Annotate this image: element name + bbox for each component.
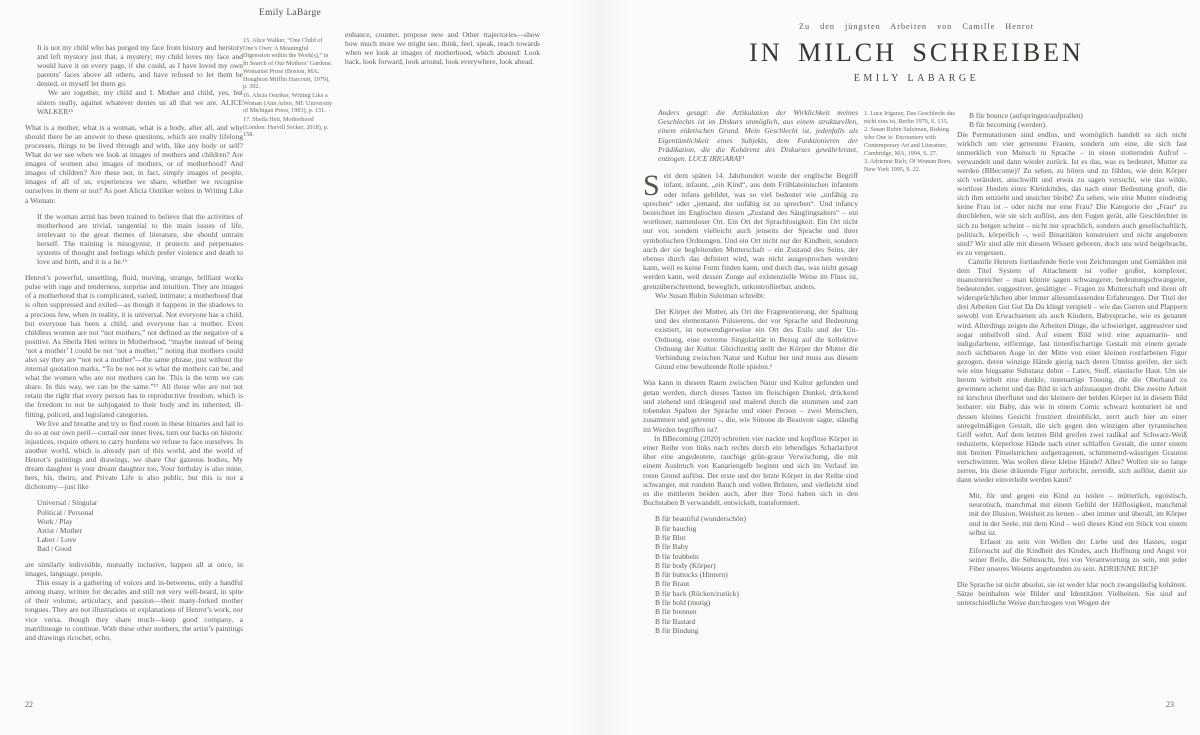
paragraph: Henrot’s powerful, unsettling, fluid, moving, strange, brilliant works pulse with rage and tenderness, surprise and intuition. They are images of a motherhood that is complicated, varied, intimate; a motherhood that is often suppressed and exiled—as though it happens in the shadows to a precious few, when in reality, it is universal. Not everyone has a child, but everyone has been a child, and everyone has a mother. Even childless women are not “not mothers,” not defined as the negative of a positive. As Sheila Heti writes in Motherhood, “maybe instead of being ‘not a mother’ I could be not ‘not a mother,’” noting that mothers could also say they are “not not a mother”—the same phrase, just without the internal quotation marks. “To be not not is what the mothers can be, and what the women who are not mothers can be. This is the term we can share. In this way, we can be the same.”¹⁷ All those who are not not retain the right that every person has to reproductive freedom, which is the freedom to not be subjugated to their body and its inherited, ill-fitting, policed, and legislated categories. xyxy=(25,273,243,419)
blockquote-irigaray xyxy=(658,108,858,163)
list-item: Political / Personal xyxy=(37,507,94,517)
footnote: 15. Alice Walker, “One Child of One’s Own: A Meaningful Digression within the Work(s),” in In Search of Our Mothers’ Gardens: Womanist Prose (Boston, MA: Houghton Mifflin Harcourt, 1979), p. 392. xyxy=(243,37,333,91)
list-item: B für bounce (aufspringen/aufprallen) xyxy=(969,111,1083,120)
footnote: 3. Adrienne Rich, Of Woman Born, New York 1995, S. 22. xyxy=(864,158,952,173)
list-item: B für buttocks (Hintern) xyxy=(655,570,728,580)
blockquote-ostriker xyxy=(37,212,243,267)
paragraph: What is a mother, what is a woman, what is a body, after all, and why should there be an answer to these questions, which are really lifelong processes, things to be lived through and with, like any body or self? What do we see when we look at images of mothers and children? Are images of women also images of mothers, or of motherhood? And images of children? Are these not, in fact, simply images of people, images of all of us, experiences we share, whether we recognise ourselves in them or not? As poet Alicia Ostriker writes in Writing Like a Woman: xyxy=(25,122,243,205)
b-list-continued xyxy=(969,111,1187,130)
quote-paragraph: Anders gesagt: die Artikulation der Wirklichkeit meines Geschlechts ist im Diskurs unmöglich, aus einem strukturellen, einem eidetischen Grund. Mein Geschlecht ist, jedenfalls als Eigentümlichkeit eines Subjekts, dem Funktionieren der Prädikation, die die Kohärenz des Diskurses gewährleistet, entzogen. LUCE IRIGARAY¹ xyxy=(658,108,858,164)
page-number-left: 22 xyxy=(25,700,33,709)
quote-intro: Wie Susan Rubin Suleiman schreibt: xyxy=(655,290,766,300)
list-item: B für back (Rücken/zurück) xyxy=(655,588,739,598)
page-gutter xyxy=(570,0,630,735)
footnote: 17. Sheila Heti, Motherhood (London: Harvill Secker, 2018), p. 158. xyxy=(243,116,329,139)
paragraph: enhance, counter, propose new and Other trajectories—show how much more we might see, think, feel, speak, reach towards when we look at images of motherhood, which abound: Look back, look forward, look around, look everywhere, look ahead. xyxy=(345,30,540,67)
paragraph: Camille Henrots fortlaufende Serie von Zeichnungen und Gemälden mit dem Titel System of Attachment ist voller großer, komplexer, nuancenreicher – man könnte sagen schwangerer, bedeutungschwangerer, bedeutender, suggestiver, gesättigter – Fragen zu Mutterschaft und ihren oft widersprüchlichen aber immer allesumfassenden Erfahrungen. Der Titel der drei Arbeiten Gut Gut Da Da klingt verspielt – wie das Gurren und Plappern sowohl von Erwachsenen als auch Kindern, Babysprache, wie es genannt wird. Allerdings zeigen die Arbeiten Dinge, die schwieriger, aggressiver und sogar unheilvoll sind. Auf einem Bild wird eine aquamarin- und indigofarbene, eiförmige, fast tintenfischartige Gestalt mit einem gerade noch sichtbaren Auge in der Mitte von einer kleinen rostfarbenen Figur gezogen, deren winzige Hände gierig nach deren Umriss greifen, der sich wie eine biegsame Substanz dehnt – Latex, Stoff, elastische Haut. Um sie herum wirbelt eine dunkle, tintenartige Tönung, die die Oberhand zu gewinnen scheint und das Bild in sich aufzusaugen droht. Die zweite Arbeit ist kirschrot überflutet und der kleinere der beiden Körper ist in diesem Bild lesbarer: ein Baby, das wie in einem Comic schwarz konturiert ist und dessen kleines Gesicht frustriert dreinblickt, zerrt auch hier an einer unregelmäßigen Gestalt, die sich gegen den winzigen aber tyrannischen Griff wehrt. Auf dem letzten Bild greifen zwei radikal auf Schwarz-Weiß reduzierte, körperlose Hände nach einer schlaffen Gestalt, die unter einem mit breiten Pinselstrichen aufgetragenen, schimmernd-wässrigen Grauton verschwimmt. Was wollen diese kleine Hände? Alles? Wollen sie so lange zerren, bis diese dräuende Figur zerbricht, zerreißt, sich auflöst, damit sie dann wieder einverleibt werden kann? xyxy=(957,256,1187,485)
title-block xyxy=(645,22,1188,84)
quote-paragraph: If the woman artist has been trained to believe that the activities of motherhood are trivial, tangential to the main issues of life, irrelevant to the great themes of literature, she should untrain herself. The training is misogynist, it protects and perpetuates systems of thought and feelings which prefer violence and death to love and birth, and it is a lie.¹⁶ xyxy=(37,211,243,267)
byline: EMILY LABARGE xyxy=(853,73,980,84)
list-item: B für Blut xyxy=(655,532,686,542)
list-item: B für bauchig xyxy=(655,523,697,533)
list-item: Labor / Love xyxy=(37,534,77,544)
list-item: Universal / Singular xyxy=(37,498,98,508)
blockquote-rich xyxy=(969,491,1187,573)
paragraph-text: eit dem späten 14. Jahrhundert wurde der englische Begriff infant, infaunt, „ein Kind“, aus dem Frühlateinischen infantem oder infans gebildet, was so viel bedeutet wie „unfähig zu sprechen“ oder „jemand, der unfähig ist zu sprechen“. Und infancy bezeichnet im Englischen diesen „Zustand des Säuglingsalters“ – ein wortloser, namenloser Ort. Ein Ort der Sprachlosigkeit. Ein Ort nicht nur vor, sondern vielleicht auch jenseits der Sprache und ihrer symbolischen Ordnungen. Und ein Ort nicht nur der Kindheit, sondern auch der sie begleitenden Mutterschaft – ein Zustand des Seins, der ebenso durch das definiert wird, was nicht ausgesprochen werden kann, weil es keine Form finden kann, und durch das, was nicht gesagt werden kann, weil dessen Zunge auf existenzielle Weise im Fluss ist, grenzüberschreitend, beweglich, unkontrollierbar, anders. xyxy=(643,171,858,291)
paragraph: Die Sprache ist nicht absolut, sie ist weder klar noch zwangsläufig kohärent. Sätze beinhalten wie Bilder und Identitäten Vielheiten. Sie sind auf unterschiedliche Weise durchzogen von Wogen der xyxy=(957,580,1187,608)
kicker: Zu den jüngsten Arbeiten von Camille Henrot xyxy=(798,22,1035,31)
footnote: 1. Luce Irigaray, Das Geschlecht das nicht eins ist, Berlin 1979, S. 135. xyxy=(864,110,955,125)
left-column-2 xyxy=(345,30,540,66)
list-item: B für becoming (werden). xyxy=(969,120,1047,130)
article-title: IN MILCH SCHREIBEN xyxy=(749,38,1084,67)
quote-paragraph: Der Körper der Mutter, als Ort der Fragmentierung, der Spaltung und des elementaren Pulsierens, der vor Sprache und Bedeutung existiert, ist notwendigerweise ein Ort des Exils und der Un-Ordnung, eine extreme Singularität in Bezug auf die kollektive Ordnung der Kultur. Gleichzeitig stellt der Körper der Mutter die Verbindung zwischen Natur und Kultur her und muss aus diesem Grund eine bewahrende Rolle spielen.² xyxy=(655,307,858,372)
drop-cap: S xyxy=(643,169,660,203)
list-item: B für beautiful (wunderschön) xyxy=(655,514,747,524)
list-item: B für body (Körper) xyxy=(655,560,716,570)
footnote: 16. Alicia Ostriker, Writing Like a Woman (Ann Arbor, MI: University of Michigan Press, 1983), p. 131. xyxy=(243,91,333,115)
running-head: Emily LaBarge xyxy=(258,8,322,18)
paragraph: In BBecoming (2020) schreiten vier nackte und kopflose Körper in einer Reihe von links nach rechts durch ein lebendiges Scharlachrot über eine angedeutete, rauchige grün-graue Verwischung, die mit einem Ausbruch von Kanariengelb beginnt und sich im Verlauf im roten Grund auflöst. Der erste und der letzte Körper in der Reihe sind schwanger, mit rundem Bauch und vollen Brüsten, und vielleicht sind es die mittleren beiden auch, aber ihre Torsi haben sich in den Buchstaben B verwandelt, entwickelt, transformiert. xyxy=(643,433,858,508)
quote-paragraph: Erfasst zu sein von Wellen der Liebe und des Hasses, sogar Eifersucht auf die Kindheit des Kindes, auch Hoffnung und Angst vor seiner Reife, die Sehnsucht, frei von Verantwortung zu sein, mit jeder Fiber unseres Wesens angebunden zu sein. ADRIENNE RICH³ xyxy=(969,536,1187,573)
footnote: 2. Susan Rubin Suleiman, Risking who One is: Encounters with Contemporary Art and Literature, Cambridge, MA, 1994, S. 27. xyxy=(864,126,949,157)
b-list xyxy=(655,514,858,635)
right-footnotes xyxy=(864,110,958,175)
left-footnotes xyxy=(243,37,335,140)
quote-paragraph: We are together, my child and I. Mother and child, yes, but sisters really, against whatever denies us all that we are. ALICE WALKER¹⁵ xyxy=(37,88,243,116)
blockquote-suleiman xyxy=(655,307,858,371)
right-column-2 xyxy=(957,111,1187,607)
list-item: Work / Play xyxy=(37,516,73,526)
list-item: B für Bastard xyxy=(655,616,696,626)
list-item: B für brabbeln xyxy=(655,551,699,561)
list-item: Bad / Good xyxy=(37,543,72,553)
quote-paragraph: Mit, für und gegen ein Kind zu leiden – mütterlich, egoistisch, neurotisch, manchmal mit einem Gefühl der Hilflosigkeit, manchmal mit der Illusion, Weisheit zu lernen – aber immer und überall, im Körper und in der Seele, mit dem Kind – weil dieses Kind ein Stück von einem selbst ist. xyxy=(969,491,1187,537)
list-item: B für Bindung xyxy=(655,625,699,635)
quote-paragraph: It is not my child who has purged my face from history and herstory and left mystory just that, a mystery; my child loves my face and would have it on every page, if she could, as I have loved my own parents’ faces above all others, and have refused to let them be denied, or myself let them go. xyxy=(37,43,243,89)
page-number-right: 23 xyxy=(1166,700,1174,709)
paragraph: Die Permutationen sind endlos, und womöglich handelt es sich nicht wirklich um vier getrennte Frauen, sondern um eine, die sich fast unmerklich von Mensch in Sprache – in einen stotternden Aufruf – verwandelt und dann wieder zurück. Ist es das, was es bedeutet, Mutter zu werden (BBecome)? Zu sehen, zu hören und zu fühlen, wie dein Körper sich verändert, anschwillt und etwas zu sagen versucht, wie das wilde, wortlose Heulen eines Kleinkindes, das nach einer Bedeutung greift, die sich ihm entzieht und unsicher bleibt? Zu sehen, wie eine Mutter eindeutig keine Frau ist – oder nicht nur eine Frau? Die Kategorie der „Frau“ zu durchleben, wie sie sich auflöst, aus den Fugen gerät, alle Geschlechter in sich zu bergen scheint – nicht nur sprachlich, sondern auch gesellschaftlich, politisch, körperlich –, weil Binaritäten konstruiert und nicht angeboren sind? Wir sind alle mit diesem Wissen geboren, doch uns wird beigebracht, es zu vergessen. xyxy=(957,129,1187,257)
right-column-1 xyxy=(643,108,858,635)
list-item: Artist / Mother xyxy=(37,525,82,535)
binary-pairs-list xyxy=(37,498,243,553)
paragraph: are similarly indivisible, mutually inclusive, happen all at once, in images, language, people. xyxy=(25,559,243,579)
blockquote-walker xyxy=(37,43,243,116)
paragraph: This essay is a gathering of voices and in-betweens, only a handful among many, written for decades and still not very well-heard, in spite of their volume, articulacy, and passion—their many-forked mother tongues. They are not illustrations or explanations of Henrot’s work, nor vice versa, though they share much—keep good company, a matrilineage to continue. With these other mothers, the artist’s paintings and drawings ricochet, echo, xyxy=(25,578,243,642)
list-item: B für Baby xyxy=(655,542,689,552)
paragraph: Was kann in diesem Raum zwischen Natur und Kultur gefunden und getan werden, durch dieses Tasten im fleischigen Dunkel, drückend und ziehend und drängend und malend durch die stummen und zart tobenden Spalten der Sprache und einer Person – zwei Menschen, zusammen und getrennt –, die, wie Simone de Beauvoir sagte, ständig im Werden begriffen ist? xyxy=(643,378,858,434)
list-item: B für bold (mutig) xyxy=(655,598,711,607)
list-item: B für Braut xyxy=(655,579,690,589)
paragraph-dropcap xyxy=(643,171,858,291)
list-item: B für brennen xyxy=(655,607,697,617)
left-column-1 xyxy=(25,36,243,642)
paragraph: We live and breathe and try to find room in these binaries and fail to do so at our own peril—curtail our inner lives, turn our backs on historic injustices, require others to carry burdens we refuse to face ourselves. In another world, which is already part of this world, and the world of Henrot’s paintings and drawings, we share Our gazeous bodies, My dream daughter is your dream daughter too, Your birthday is also mine, hers, his, theirs, and Private Life is also public, but this is not a dichotomy—just like xyxy=(25,418,243,492)
